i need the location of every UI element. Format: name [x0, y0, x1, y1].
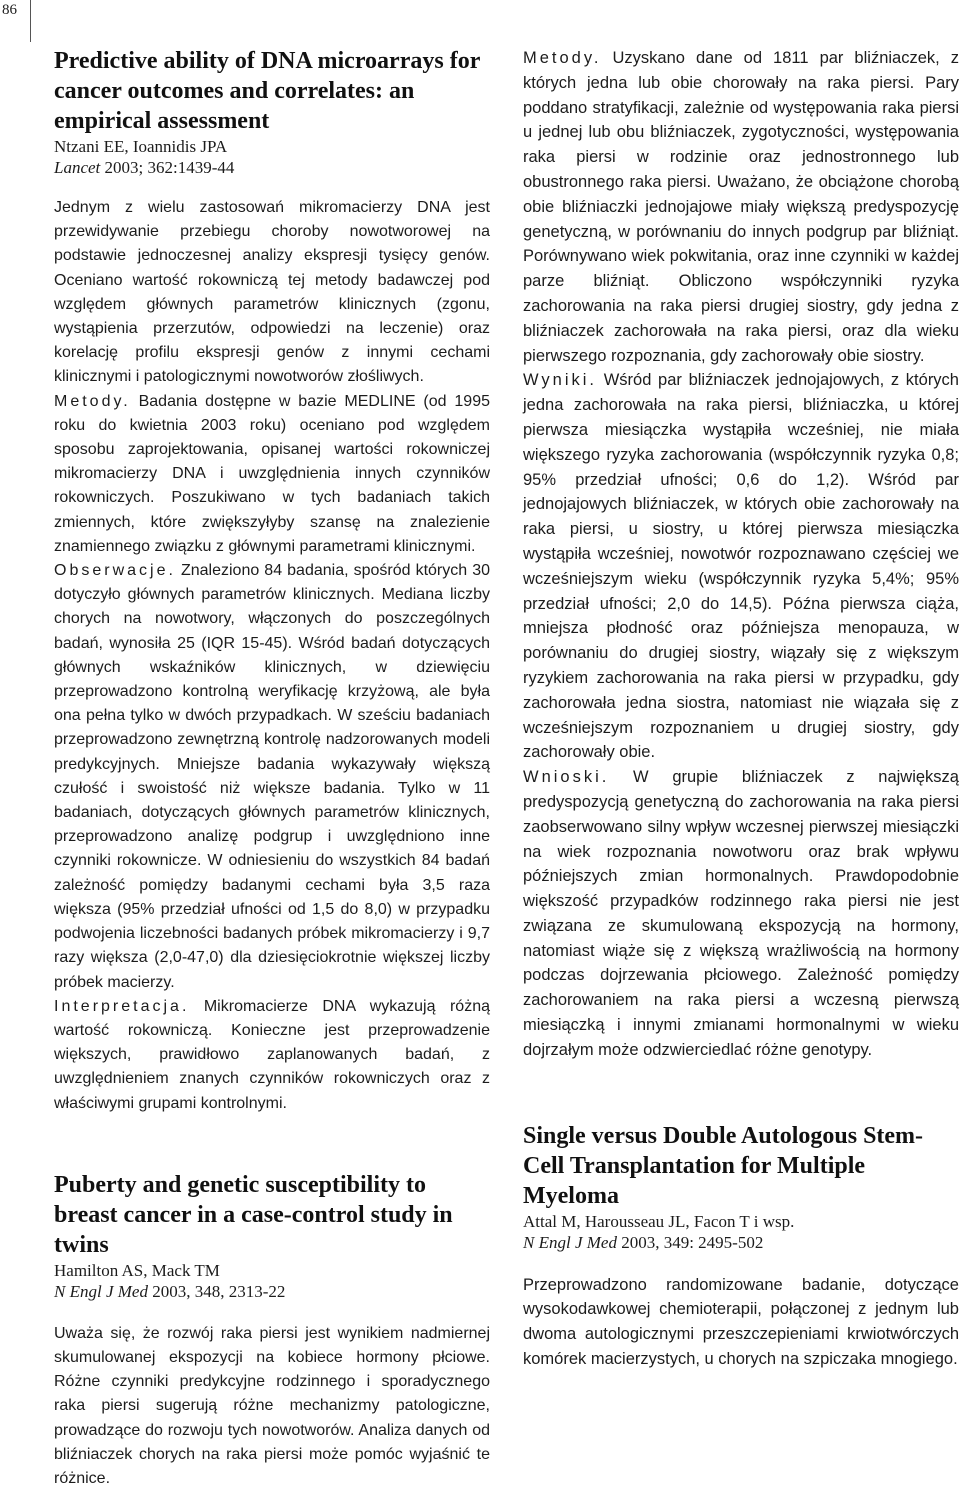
abstract-intro — [54, 1322, 490, 1491]
citation: 2003, 349: 2495-502 — [616, 1232, 764, 1252]
abstract-conclusions — [523, 765, 959, 1063]
section-label: Obserwacje. — [54, 562, 176, 580]
left-column — [54, 46, 490, 1491]
paragraph-text: Jednym z wielu zastosowań mikromacierzy DNA jest przewidywanie przebiegu choroby nowotworowej na podstawie jednoczesnej analizy ekspresji tysięcy genów. Oceniano wartość rokowniczą tej metody badawczej pod względem głównych parametrów klinicznych (zgonu, wystąpienia przerzutów, odpowiedzi na leczenie) oraz korelację profilu ekspresji genów z innymi cechami klinicznymi i patologicznymi nowotworów złośliwych. — [54, 199, 490, 386]
paragraph-text: Mikromacierze DNA wykazują różną wartość rokowniczą. Konieczne jest przeprowadzenie większych, prawidłowo zaplanowanych badań, z uwzględnieniem znanych czynników rokowniczych oraz z właściwymi grupami kontrolnymi. — [54, 997, 490, 1112]
page-number: 86 — [2, 2, 17, 18]
section-label: Metody. — [523, 49, 602, 67]
article-puberty-twins — [54, 1170, 490, 1491]
abstract-intro — [54, 196, 490, 390]
section-label: Interpretacja. — [54, 997, 190, 1015]
article-title: Puberty and genetic susceptibility to breast cancer in a case-control study in twins — [54, 1171, 453, 1258]
section-label: Wnioski. — [523, 768, 610, 787]
article-source — [523, 1232, 959, 1253]
section-label: Metody. — [54, 392, 131, 410]
journal-name: N Engl J Med — [54, 1281, 148, 1301]
paragraph-text: Wśród par bliźniaczek jednojajowych, z których jedna zachorowała na raka piersi, bliźniaczka, u której pierwsza miesiączka wystąpiła wcześniej, nie miała większego ryzyka zachorowania (współczynnik ryzyka 0,8; 95% przedział ufności; 0,6 do 1,2). Wśród par jednojajowych bliźniaczek, w których obie zachorowały na raka piersi, u siostry, u której pierwsza miesiączka wystąpiła wcześniej, nowotwór rozpoznawano częściej we wcześniejszym wieku (współczynnik ryzyka 5,4%; 95% przedział ufności; 2,0 do 14,5). Późna pierwsza ciąża, mniejsza płodność oraz późniejsza menopauza, w porównaniu do drugiej siostry, wiązały się z większym ryzykiem zachorowania na raka piersi w przypadku, gdy zachorowała jedna siostra, natomiast nie wiązała się z wcześniejszym rozpoznaniem u drugiej siostry, gdy zachorowały obie. — [523, 371, 959, 762]
paragraph-text: Uważa się, że rozwój raka piersi jest wynikiem nadmiernej skumulowanej ekspozycji na kobiece hormony płciowe. Różne czynniki predykcyjne rodzinnego i sporadycznego raka piersi sugerują różne mechanizmy patologiczne, prowadzące do rozwoju tych nowotworów. Analiza danych od bliźniaczek chorych na raka piersi może pomóc wyjaśnić te różnice. — [54, 1324, 490, 1487]
margin-rule — [30, 0, 31, 42]
right-column — [523, 46, 959, 1372]
article-dna-microarrays — [54, 46, 490, 1116]
abstract-intro — [523, 1273, 959, 1372]
article-authors: Attal M, Harousseau JL, Facon T i wsp. — [523, 1211, 795, 1231]
abstract-results — [523, 368, 959, 765]
paragraph-text: Znaleziono 84 badania, spośród których 30 dotyczyło głównych parametrów klinicznych. Mediana liczby chorych na nowotwory, włączonych do poszczególnych badań, wynosiła 25 (IQR 15-45). Wśród badań dotyczących głównych wskaźników klinicznych, w dziewięciu przeprowadzono kontrolną weryfikację krzyżową, ale była ona pełna tylko w dwóch przypadkach. W sześciu badaniach przeprowadzono zewnętrzną kontrolę nadzorowanych modeli predykcyjnych. Mniejsze badania wykazywały większą czułość i swoistość niż większe badania. Tylko w 11 badaniach, dotyczących głównych parametrów klinicznych, przeprowadzono analizę podgrup i uwzględniono inne czynniki rokownicze. W odniesieniu do wszystkich 84 badań zależność pomiędzy badanymi cechami była 3,5 raza większa (95% przedział ufności od 1,5 do 8,0) w przypadku podwojenia liczebności badanych próbek mikromacierzy i 9,7 razy większa (2,0-47,0) dla dziesięciokrotnie większej liczby próbek macierzy. — [54, 562, 490, 991]
article-authors: Ntzani EE, Ioannidis JPA — [54, 137, 228, 156]
article-stem-cell-myeloma — [523, 1121, 959, 1372]
article-source — [54, 157, 490, 178]
paragraph-text: Uzyskano dane od 1811 par bliźniaczek, z których jedna lub obie chorowały na raka piersi. Pary poddano stratyfikacji, zależnie od występowania raka piersi u jednej lub obu bliźniaczek, zygotyczności, występowania raka piersi w rodzinie oraz jednostronnego lub obustronnego raka piersi. Uważano, że obciążone chorobą obie bliźniaczki jednojajowe miały większą predyspozycję genetyczną, w porównaniu do innych podgrup par bliźniąt. Porównywano wiek pokwitania, oraz inne czynniki w każdej parze bliźniąt. Obliczono współczynniki ryzyka zachorowania na raka piersi drugiej siostry, gdy jedna z bliźniaczek zachorowała na raka piersi, oraz dla wieku pierwszego rozpoznania, gdy zachorowały obie siostry. — [523, 49, 959, 365]
abstract-methods — [523, 46, 959, 368]
paragraph-text: Badania dostępne w bazie MEDLINE (od 1995 roku do kwietnia 2003 roku) oceniano pod względem sposobu zaprojektowania, opisanej wartości rokowniczej mikromacierzy DNA i uwzględnienia innych czynników rokowniczych. Poszukiwano w tych badaniach takich zmiennych, które zwiększyłyby szansę na znalezienie znamiennego związku z głównymi parametrami klinicznymi. — [54, 392, 490, 555]
citation: 2003, 348, 2313-22 — [147, 1281, 286, 1301]
article-source — [54, 1281, 490, 1302]
abstract-observations — [54, 559, 490, 995]
article-puberty-twins-continued — [523, 46, 959, 1063]
article-title: Predictive ability of DNA microarrays for cancer outcomes and correlates: an empirical assessment — [54, 48, 480, 134]
article-title: Single versus Double Autologous Stem-Cell Transplantation for Multiple Myeloma — [523, 1122, 924, 1209]
article-authors: Hamilton AS, Mack TM — [54, 1260, 220, 1280]
journal-name: N Engl J Med — [523, 1232, 617, 1252]
citation: 2003; 362:1439-44 — [100, 158, 235, 177]
journal-name: Lancet — [54, 158, 101, 177]
abstract-methods — [54, 390, 490, 559]
section-label: Wyniki. — [523, 371, 598, 390]
paragraph-text: Przeprowadzono randomizowane badanie, dotyczące wysokodawkowej chemioterapii, połączonej z jednym lub dwoma autologicznymi przeszczepieniami krwiotwórczych komórek macierzystych, u chorych na szpiczaka mnogiego. — [523, 1275, 959, 1369]
paragraph-text: W grupie bliźniaczek z największą predyspozycją genetyczną do zachorowania na raka piersi zaobserwowano silny wpływ wczesnej pierwszej miesiączki na wiek rozpoznania nowotworu oraz brak wpływu późniejszych zmian hormonalnych. Prawdopodobnie większość przypadków rodzinnego raka piersi nie jest związana ze skumulowaną ekspozycją na hormony, natomiast wiąże się z większą wrażliwością na hormony podczas dojrzewania płciowego. Zależność pomiędzy zachorowaniem na raka piersi a wczesną pierwszą miesiączką i innymi zmianami hormonalnymi w wieku dojrzałym może odzwierciedlać różne genotypy. — [523, 768, 959, 1059]
abstract-interpretation — [54, 995, 490, 1116]
